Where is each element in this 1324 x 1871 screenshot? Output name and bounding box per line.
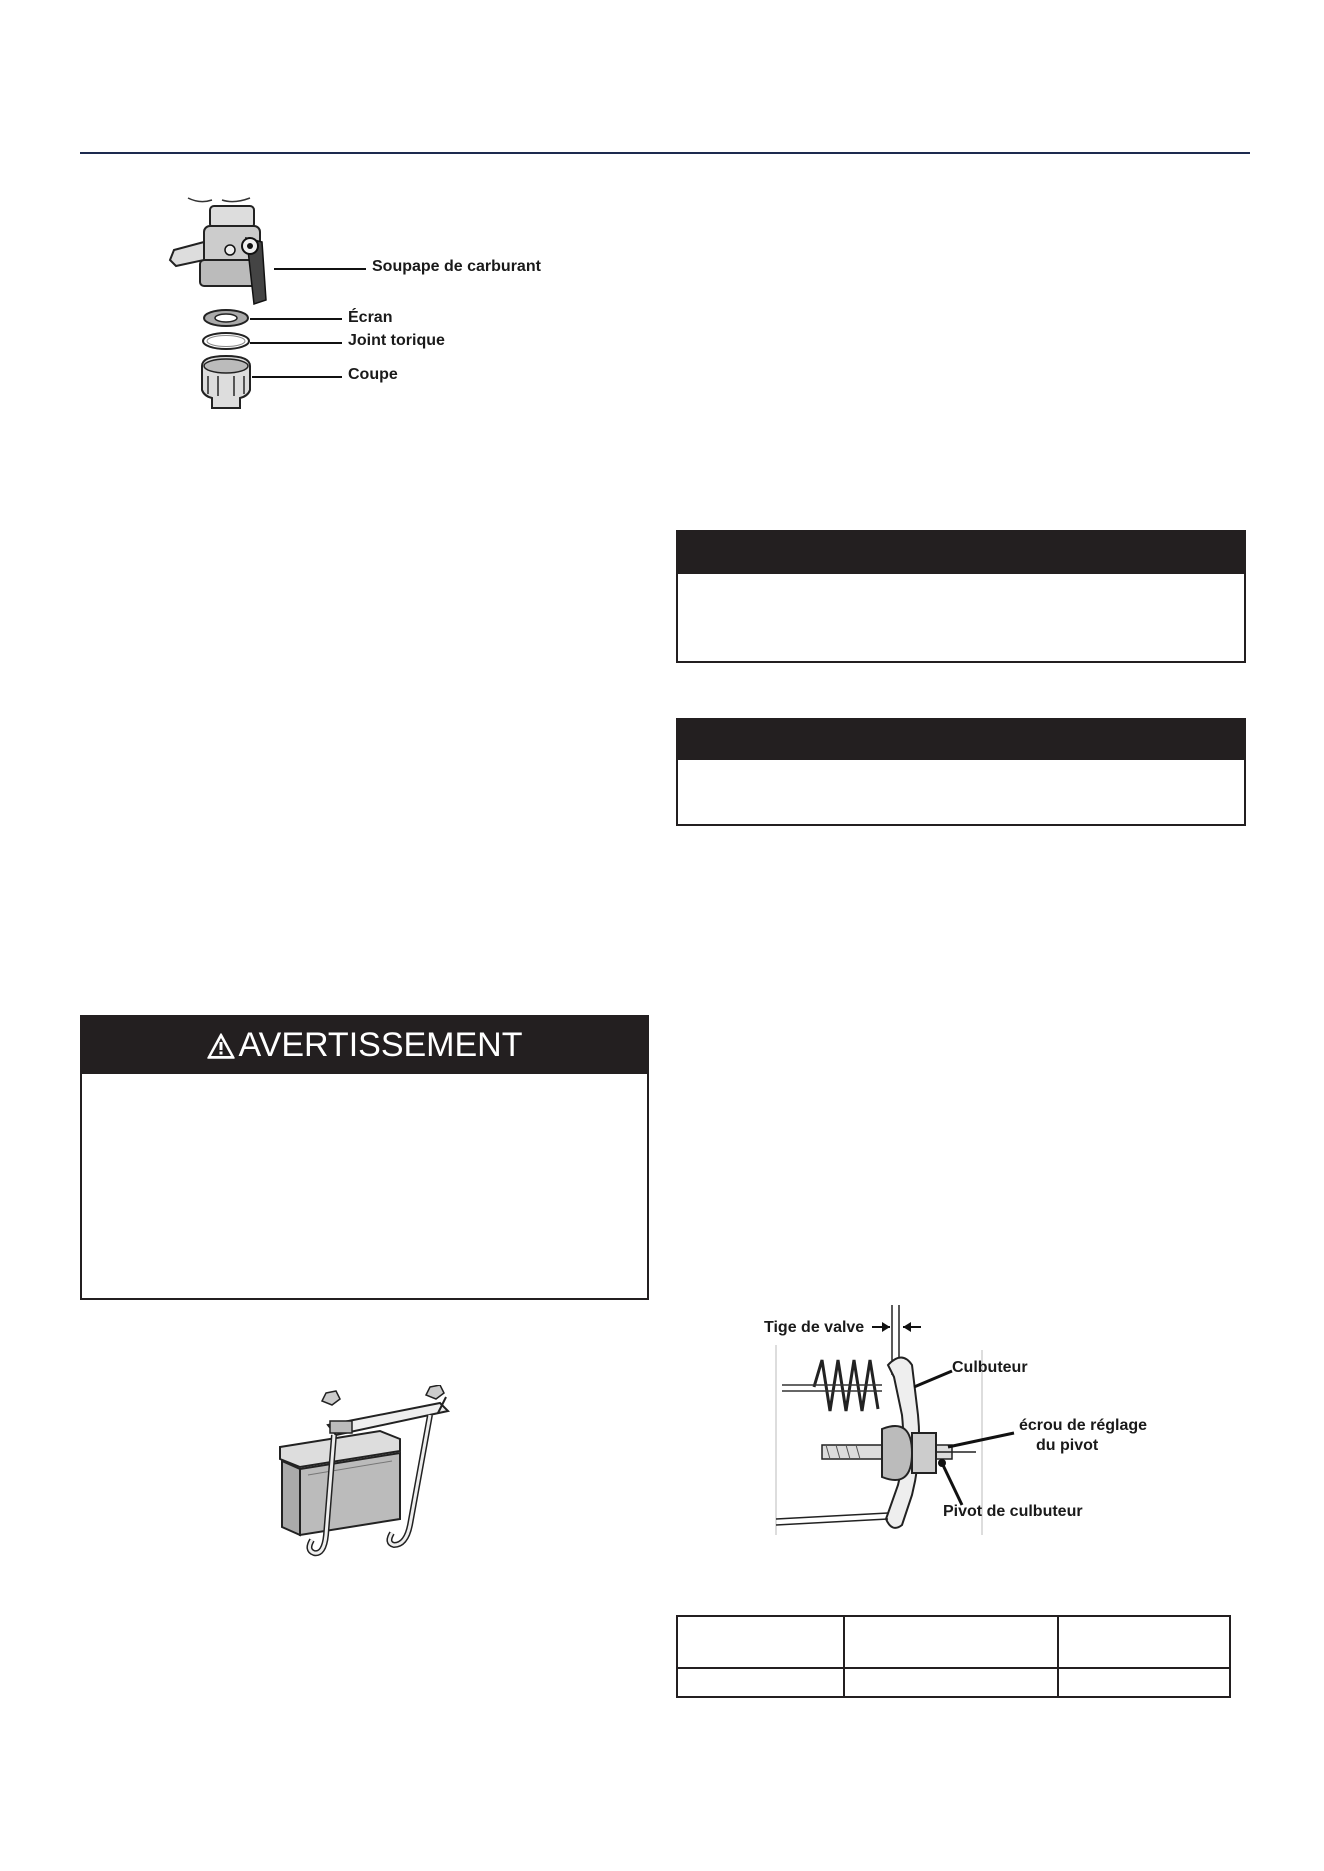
table-cell [1058,1616,1230,1668]
table-row [677,1616,1230,1668]
valve-clearance-figure [762,1305,1182,1550]
warning-title: AVERTISSEMENT [238,1026,523,1064]
battery-illustration [270,1385,470,1570]
label-rocker-pivot: Pivot de culbuteur [943,1503,1083,1520]
table-cell [844,1616,1058,1668]
warning-box [80,1015,649,1300]
label-valve-stem: Tige de valve [764,1319,865,1336]
battery-figure [270,1385,470,1570]
label-screen: Écran [348,309,393,326]
table-cell [1058,1668,1230,1697]
table-cell [844,1668,1058,1697]
warning-header [82,1017,647,1074]
label-pivot-nut-line2: du pivot [1036,1437,1099,1454]
label-cup: Coupe [348,366,398,383]
warning-triangle-icon [206,1032,236,1060]
table-row [677,1668,1230,1697]
fuel-valve-illustration [160,190,580,420]
label-o-ring: Joint torique [348,332,445,349]
label-rocker-arm: Culbuteur [952,1359,1028,1376]
notice-box-1 [676,530,1246,663]
spec-table [676,1615,1231,1698]
table-cell [677,1668,844,1697]
notice-box-2 [676,718,1246,826]
header-rule [80,152,1250,154]
notice-box-2-header [678,720,1244,760]
fuel-valve-figure [160,190,580,420]
label-pivot-nut-line1: écrou de réglage [1019,1417,1148,1434]
table-cell [677,1616,844,1668]
label-fuel-valve: Soupape de carburant [372,258,541,275]
notice-box-1-header [678,532,1244,574]
